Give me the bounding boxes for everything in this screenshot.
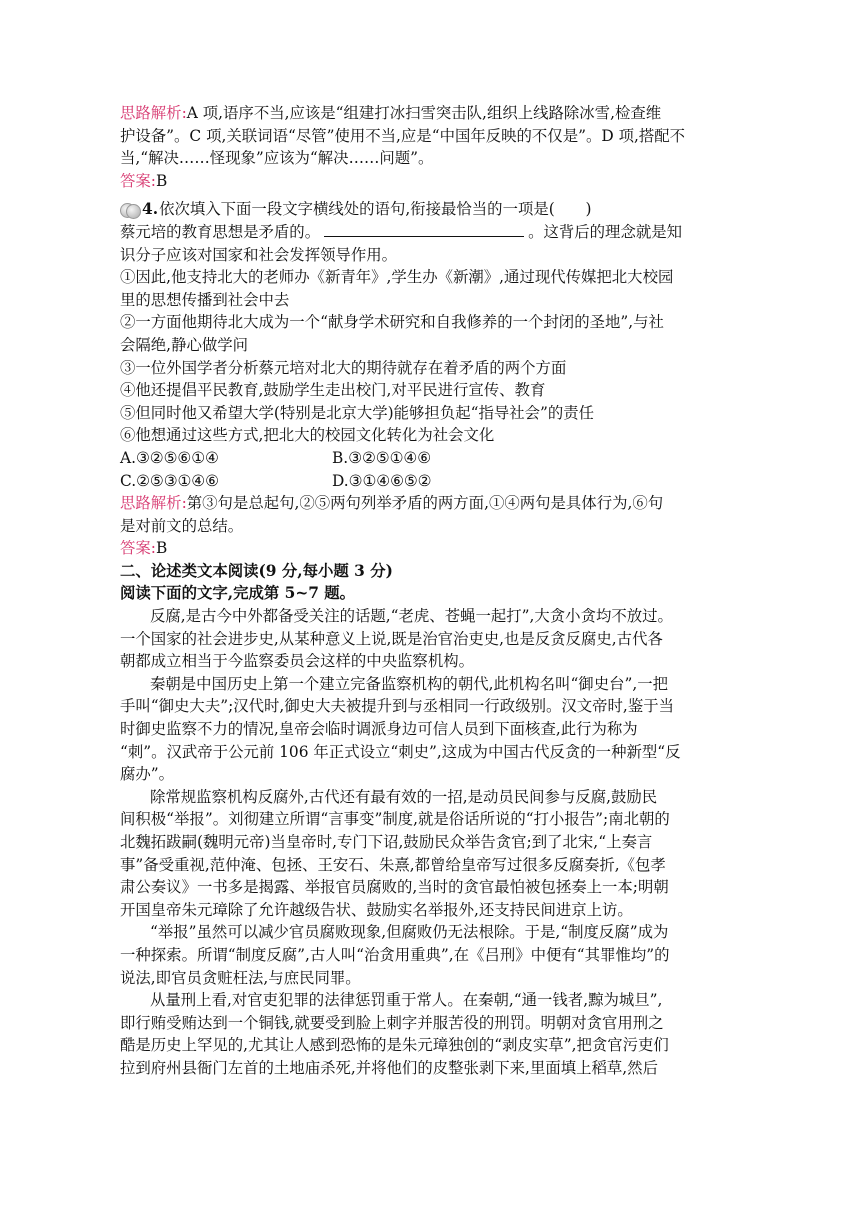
analysis-text: A 项,语序不当,应该是“组建打冰扫雪突击队,组织上线路除冰雪,检查维 (186, 104, 662, 122)
option-c: C.②⑤③①④⑥ (120, 471, 219, 490)
paragraph-line: 手叫“御史大夫”;汉代时,御史大夫被提升到与丞相同一行政级别。汉文帝时,鉴于当 (120, 697, 674, 716)
article (120, 605, 745, 1079)
paragraph-line: 间积极“举报”。刘彻建立所谓“言事变”制度,就是俗话所说的“打小报告”;南北朝的 (120, 810, 670, 829)
section-instruction: 阅读下面的文字,完成第 5~7 题。 (120, 584, 356, 603)
fill-blank (324, 221, 524, 237)
paragraph-line: 说法,即官员贪赃枉法,与庶民同罪。 (120, 968, 361, 987)
question-badge-icon (120, 203, 140, 217)
paragraph-line: 腐办”。 (120, 765, 175, 784)
paragraph-line: 时御史监察不力的情况,皇帝会临时调派身边可信人员到下面核查,此行为称为 (120, 720, 638, 739)
sentence-1: 里的思想传播到社会中去 (120, 290, 290, 309)
answer-q4 (120, 537, 745, 560)
answer-q3 (120, 170, 745, 193)
sentence-2: 会隔绝,静心做学问 (120, 335, 249, 354)
answer-value: B (155, 539, 168, 558)
options-row (120, 470, 745, 493)
option-a: A.③②⑤⑥①④ (120, 448, 219, 467)
answer-label: 答案: (120, 539, 156, 558)
analysis-text: 当,“解决……怪现象”应该为“解决……问题”。 (120, 149, 434, 168)
paragraph-line: 北魏拓跋嗣(魏明元帝)当皇帝时,专门下诏,鼓励民众举告贪官;到了北宋,“上奏言 (120, 833, 653, 851)
sentence-6: ⑥他想通过这些方式,把北大的校园文化转化为社会文化 (120, 426, 495, 445)
paragraph-line: 一种探索。所谓“制度反腐”,古人叫“治贪用重典”,在《吕刑》中便有“其罪惟均”的 (120, 945, 670, 964)
answer-label: 答案: (120, 171, 156, 190)
question-4-passage: 识分子应该对国家和社会发挥领导作用。 (120, 245, 398, 264)
answer-value: B (155, 171, 168, 190)
analysis-text: 第③句是总起句,②⑤两句列举矛盾的两方面,①④两句是具体行为,⑥句 (186, 494, 664, 513)
document-page (120, 102, 745, 1080)
option-b: B.③②⑤①④⑥ (332, 448, 431, 467)
paragraph-line: 一个国家的社会进步史,从某种意义上说,既是治官治吏史,也是反贪反腐史,古代各 (120, 629, 663, 648)
paragraph-line: 拉到府州县衙门左首的土地庙杀死,并将他们的皮整张剥下来,里面填上稻草,然后 (120, 1058, 658, 1077)
analysis-label: 思路解析: (120, 494, 187, 513)
paragraph-line: 开国皇帝朱元璋除了允许越级告状、鼓励实名举报外,还支持民间进京上访。 (120, 900, 633, 919)
question-4-passage: 蔡元培的教育思想是矛盾的。 。这背后的理念就是知 (120, 222, 683, 241)
paragraph-line: 反腐,是古今中外都备受关注的话题,“老虎、苍蝇一起打”,大贪小贪均不放过。 (150, 607, 673, 626)
paragraph-line: 朝都成立相当于今监察委员会这样的中央监察机构。 (120, 652, 474, 671)
question-4-stem: 4. 依次填入下面一段文字横线处的语句,衔接最恰当的一项是( ) (120, 198, 745, 221)
paragraph-line: 除常规监察机构反腐外,古代还有最有效的一招,是动员民间参与反腐,鼓励民 (150, 787, 658, 806)
analysis-label: 思路解析: (120, 104, 187, 122)
paragraph-line: 肃公奏议》一书多是揭露、举报官员腐败的,当时的贪官最怕被包拯奏上一本;明朝 (120, 878, 669, 897)
paragraph-line: 酷是历史上罕见的,尤其让人感到恐怖的是朱元璋独创的“剥皮实草”,把贪官污吏们 (120, 1036, 669, 1055)
options-row (120, 447, 745, 470)
paragraph-line: 从量刑上看,对官吏犯罪的法律惩罚重于常人。在秦朝,“通一钱者,黥为城旦”, (150, 991, 663, 1010)
paragraph-line: 事”备受重视,范仲淹、包拯、王安石、朱熹,都曾给皇帝写过很多反腐奏折,《包孝 (120, 855, 666, 874)
paragraph-line: 秦朝是中国历史上第一个建立完备监察机构的朝代,此机构名叫“御史台”,一把 (150, 674, 669, 693)
paragraph-line: “刺”。汉武帝于公元前 106 年正式设立“刺史”,这成为中国古代反贪的一种新型“反 (120, 742, 681, 761)
section-heading: 二、论述类文本阅读(9 分,每小题 3 分) (120, 561, 393, 580)
sentence-4: ④他还提倡平民教育,鼓励学生走出校门,对平民进行宣传、教育 (120, 381, 546, 400)
sentence-1: ①因此,他支持北大的老师办《新青年》,学生办《新潮》,通过现代传媒把北大校园 (120, 268, 674, 287)
analysis-text: 是对前文的总结。 (120, 516, 244, 535)
analysis-q4 (120, 492, 745, 537)
paragraph-line: 即行贿受贿达到一个铜钱,就要受到脸上刺字并服苦役的刑罚。明朝对贪官用刑之 (120, 1013, 664, 1032)
analysis-text: 护设备”。C 项,关联词语“尽管”使用不当,应是“中国年反映的不仅是”。D 项,搭配不 (120, 126, 686, 145)
sentence-2: ②一方面他期待北大成为一个“献身学术研究和自我修养的一个封闭的圣地”,与社 (120, 313, 664, 332)
sentence-3: ③一位外国学者分析蔡元培对北大的期待就存在着矛盾的两个方面 (120, 358, 567, 377)
analysis-q3 (120, 102, 745, 170)
sentence-5: ⑤但同时他又希望大学(特别是北京大学)能够担负起“指导社会”的责任 (120, 403, 595, 422)
option-d: D.③①④⑥⑤② (332, 471, 432, 490)
paragraph-line: “举报”虽然可以减少官员腐败现象,但腐败仍无法根除。于是,“制度反腐”成为 (150, 923, 669, 942)
